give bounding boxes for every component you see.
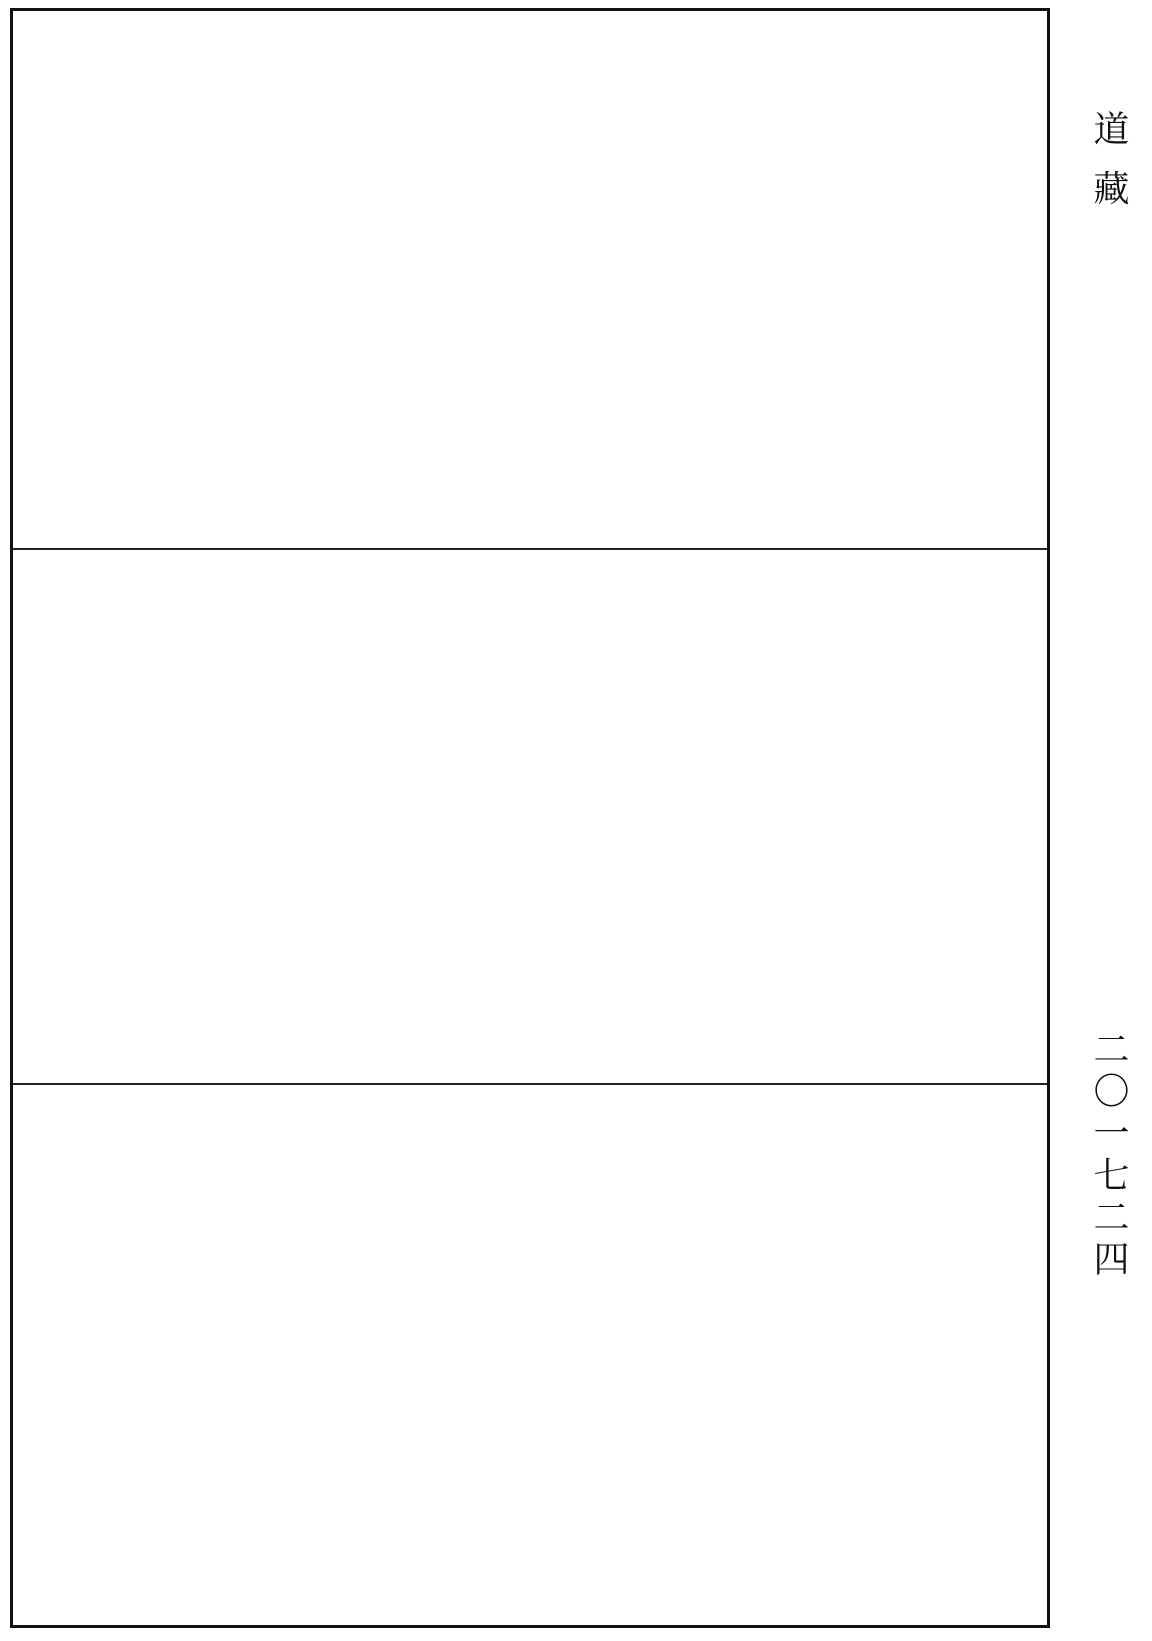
register-middle (13, 548, 1047, 1085)
text-column (461, 560, 501, 1071)
text-column (948, 1095, 988, 1616)
text-column (266, 23, 306, 536)
collection-label: 道 藏 (1088, 110, 1129, 212)
text-column (851, 560, 891, 1071)
text-column (413, 560, 453, 1071)
text-column (23, 23, 63, 536)
text-column (120, 1095, 160, 1616)
text-column (851, 23, 891, 536)
text-column (802, 560, 842, 1071)
text-column (705, 560, 745, 1071)
text-column (559, 1095, 599, 1616)
text-column (218, 23, 258, 536)
text-column (413, 23, 453, 536)
text-column (364, 23, 404, 536)
text-column (218, 1095, 258, 1616)
text-column (948, 23, 988, 536)
text-column (997, 1095, 1037, 1616)
text-column (607, 560, 647, 1071)
text-column (218, 560, 258, 1071)
text-column (851, 1095, 891, 1616)
text-column (315, 1095, 355, 1616)
text-column (510, 23, 550, 536)
page-frame (10, 8, 1050, 1628)
text-column (72, 560, 112, 1071)
page-number: 二〇一七二四 (1088, 1030, 1129, 1282)
text-column (23, 1095, 63, 1616)
text-column (705, 1095, 745, 1616)
text-column (607, 1095, 647, 1616)
text-column (997, 23, 1037, 536)
register-top (13, 11, 1047, 550)
text-column (266, 1095, 306, 1616)
text-columns (23, 560, 1037, 1071)
text-column (899, 23, 939, 536)
text-column (169, 560, 209, 1071)
text-column (899, 560, 939, 1071)
text-column (120, 23, 160, 536)
register-bottom (13, 1083, 1047, 1628)
text-column (705, 23, 745, 536)
text-column (656, 560, 696, 1071)
text-column (559, 560, 599, 1071)
text-column (169, 23, 209, 536)
text-column (461, 1095, 501, 1616)
text-column (802, 1095, 842, 1616)
text-column (607, 23, 647, 536)
text-column (656, 23, 696, 536)
text-column (23, 560, 63, 1071)
text-columns (23, 1095, 1037, 1616)
text-column (753, 560, 793, 1071)
text-column (72, 1095, 112, 1616)
text-column (461, 23, 501, 536)
text-column (364, 1095, 404, 1616)
text-column (656, 1095, 696, 1616)
text-column (510, 1095, 550, 1616)
text-column (948, 560, 988, 1071)
text-column (559, 23, 599, 536)
text-column (802, 23, 842, 536)
text-column (413, 1095, 453, 1616)
text-column (899, 1095, 939, 1616)
text-column (315, 23, 355, 536)
text-column (169, 1095, 209, 1616)
text-column (753, 23, 793, 536)
text-column (266, 560, 306, 1071)
text-column (72, 23, 112, 536)
text-column (364, 560, 404, 1071)
text-column (753, 1095, 793, 1616)
text-column (510, 560, 550, 1071)
text-column (315, 560, 355, 1071)
text-column (997, 560, 1037, 1071)
text-column (120, 560, 160, 1071)
text-columns (23, 23, 1037, 536)
